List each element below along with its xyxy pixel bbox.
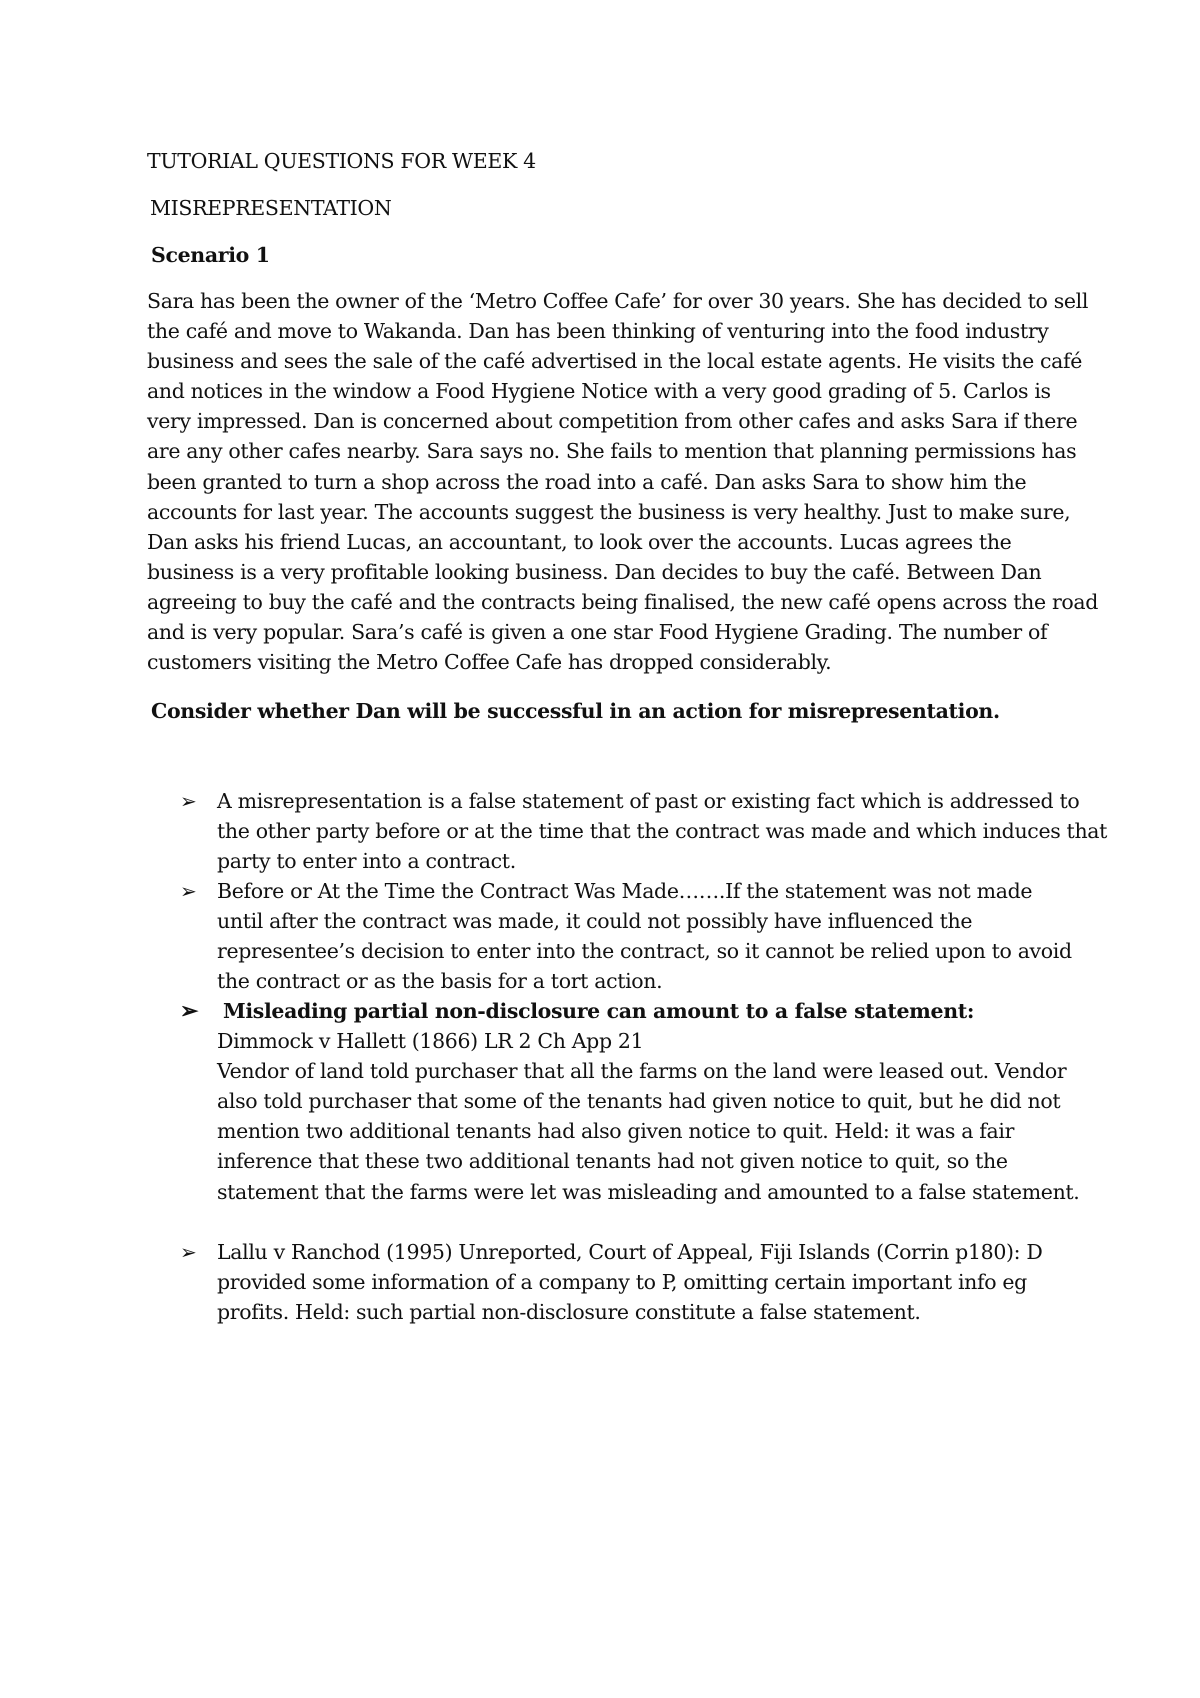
bullet-line: until after the contract was made, it could not possibly have influenced the (217, 909, 973, 934)
bullet-line: Before or At the Time the Contract Was Made…….If the statement was not made (217, 879, 1033, 903)
arrow-bullet-icon: ➢ (180, 789, 197, 813)
bullet-line: the other party before or at the time that the contract was made and which induces that (217, 819, 1108, 844)
scenario-heading: Scenario 1 (151, 243, 270, 267)
bullet-line: the contract or as the basis for a tort action. (217, 969, 663, 994)
bullet-line: mention two additional tenants had also given notice to quit. Held: it was a fair (217, 1119, 1015, 1144)
topic-heading: MISREPRESENTATION (150, 196, 392, 220)
case-citation: Dimmock v Hallett (1866) LR 2 Ch App 21 (217, 1029, 644, 1054)
bullet-line: representee’s decision to enter into the contract, so it cannot be relied upon to avoid (217, 939, 1072, 964)
scenario-line: been granted to turn a shop across the road into a café. Dan asks Sara to show him the (147, 469, 1027, 494)
scenario-line: and is very popular. Sara’s café is given a one star Food Hygiene Grading. The number of (147, 620, 1048, 645)
scenario-line: agreeing to buy the café and the contracts being finalised, the new café opens across the road (147, 589, 1099, 614)
bullet-line: inference that these two additional tenants had not given notice to quit, so the (217, 1149, 1008, 1174)
bullet-timing (217, 876, 1072, 996)
bullet-definition (217, 786, 1107, 876)
scenario-line: business and sees the sale of the café advertised in the local estate agents. He visits the café (147, 349, 1083, 374)
bullet-line: profits. Held: such partial non-disclosure constitute a false statement. (217, 1300, 921, 1325)
bullet-line: Vendor of land told purchaser that all the farms on the land were leased out. Vendor (217, 1059, 1067, 1084)
bullet-line: Lallu v Ranchod (1995) Unreported, Court of Appeal, Fiji Islands (Corrin p180): D (217, 1240, 1043, 1264)
scenario-line: Dan asks his friend Lucas, an accountant, to look over the accounts. Lucas agrees the (147, 529, 1012, 554)
bullet-lallu-case (217, 1237, 1043, 1327)
arrow-bullet-icon: ➢ (180, 1240, 197, 1264)
scenario-line: business is a very profitable looking business. Dan decides to buy the café. Between Dan (147, 559, 1042, 584)
bullet-line: party to enter into a contract. (217, 849, 516, 874)
scenario-paragraph (147, 286, 1098, 677)
scenario-line: are any other cafes nearby. Sara says no. She fails to mention that planning permissions has (147, 439, 1077, 464)
scenario-line: and notices in the window a Food Hygiene Notice with a very good grading of 5. Carlos is (147, 379, 1051, 404)
document-title: TUTORIAL QUESTIONS FOR WEEK 4 (147, 149, 536, 173)
scenario-line: accounts for last year. The accounts suggest the business is very healthy. Just to make sure, (147, 499, 1071, 524)
bullet-line: A misrepresentation is a false statement of past or existing fact which is addressed to (217, 789, 1080, 813)
arrow-bullet-icon: ➢ (180, 998, 199, 1024)
question-text: Consider whether Dan will be successful in an action for misrepresentation. (151, 699, 1000, 723)
bullet-partial-disclosure (217, 996, 1079, 1207)
scenario-line: customers visiting the Metro Coffee Cafe has dropped considerably. (147, 650, 832, 675)
scenario-line: very impressed. Dan is concerned about competition from other cafes and asks Sara if there (147, 409, 1078, 434)
scenario-line: the café and move to Wakanda. Dan has been thinking of venturing into the food industry (147, 319, 1049, 344)
bullet-line: statement that the farms were let was misleading and amounted to a false statement. (217, 1179, 1080, 1204)
bullet-line: also told purchaser that some of the tenants had given notice to quit, but he did not (217, 1089, 1061, 1114)
arrow-bullet-icon: ➢ (180, 879, 197, 903)
scenario-line: Sara has been the owner of the ‘Metro Coffee Cafe’ for over 30 years. She has decided to sell (147, 289, 1089, 313)
bullet-heading: Misleading partial non-disclosure can amount to a false statement: (223, 999, 975, 1023)
bullet-line: provided some information of a company to P, omitting certain important info eg (217, 1270, 1027, 1295)
